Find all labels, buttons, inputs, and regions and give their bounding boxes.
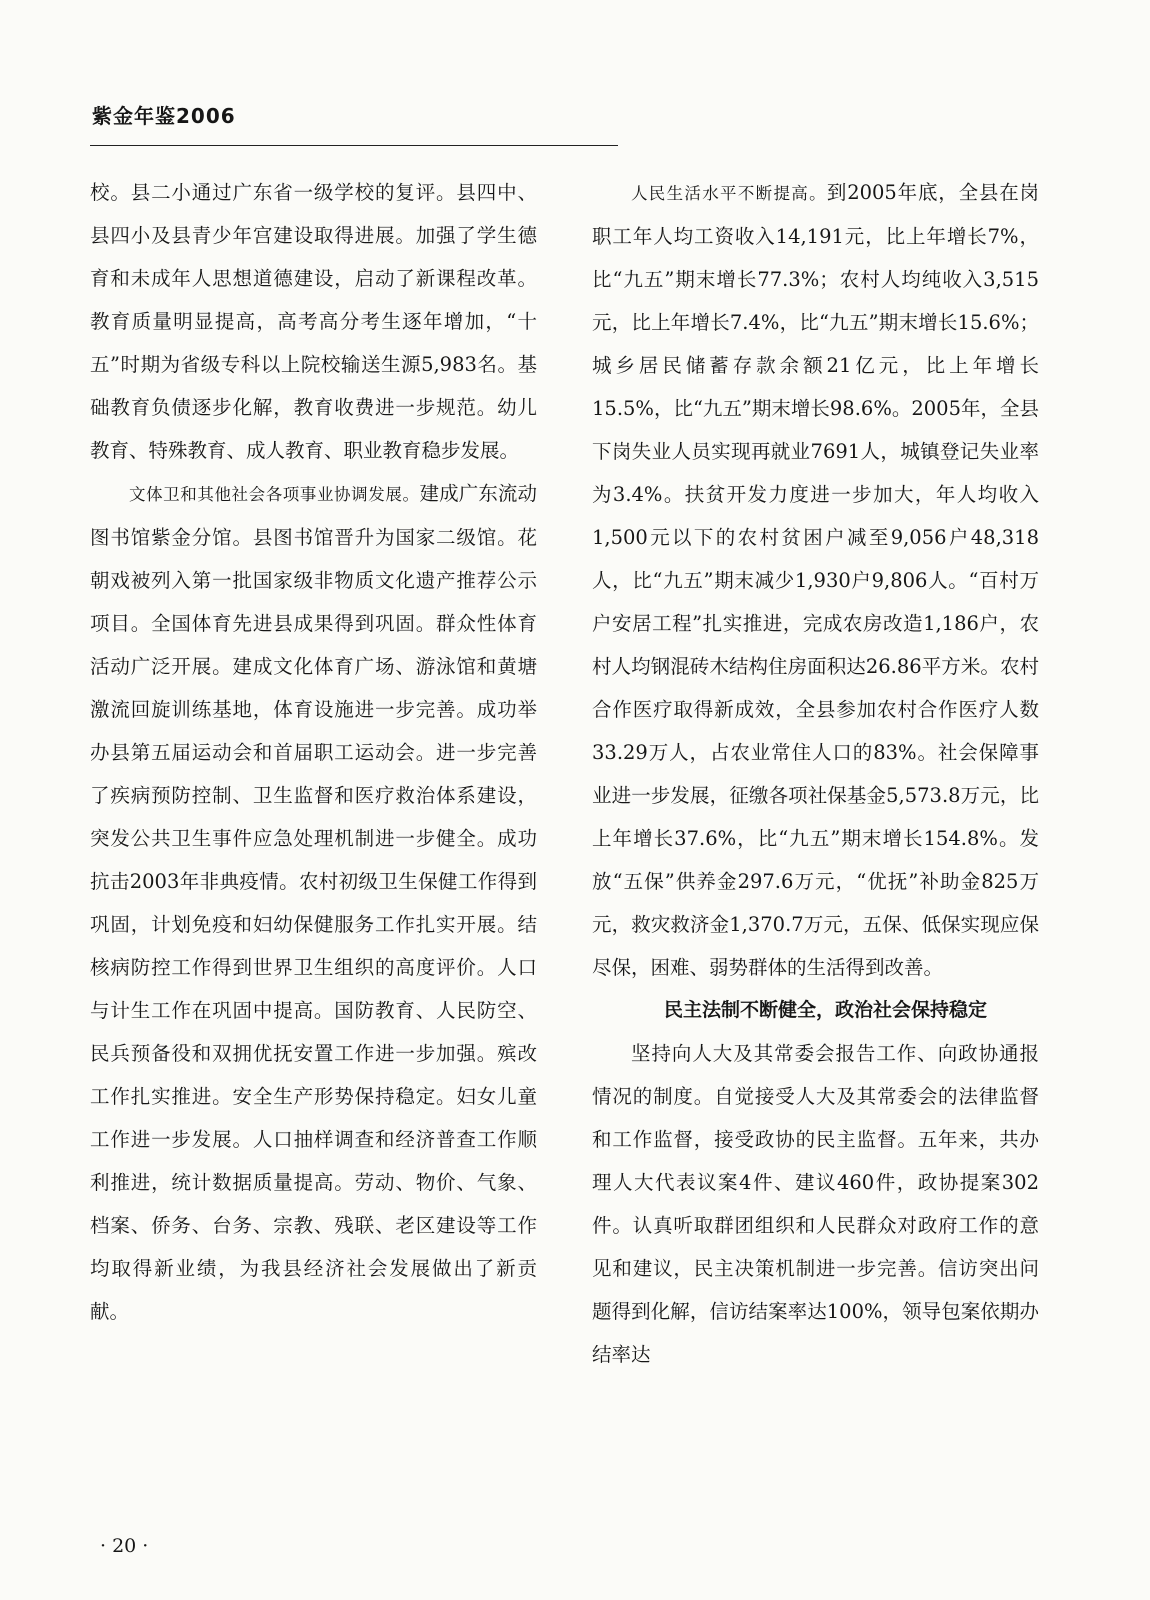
- paragraph-living-standards: [592, 171, 1039, 989]
- paragraph-democracy: 坚持向人大及其常委会报告工作、向政协通报情况的制度。自觉接受人大及其常委会的法律监督和工作监督，接受政协的民主监督。五年来，共办理人大代表议案4件、建议460件，政协提案302件。认真听取群团组织和人民群众对政府工作的意见和建议，民主决策机制进一步完善。信访突出问题得到化解，信访结案率达100%，领导包案依期办结率达: [592, 1042, 1039, 1366]
- page-number: · 20 ·: [100, 1535, 149, 1557]
- paragraph-body: 到2005年底，全县在岗职工年人均工资收入14,191元，比上年增长7%，比“九五”期末增长77.3%；农村人均纯收入3,515元，比上年增长7.4%，比“九五”期末增长15.6%；城乡居民储蓄存款余额21亿元，比上年增长15.5%，比“九五”期末增长98.6%。2005年，全县下岗失业人员实现再就业7691人，城镇登记失业率为3.4%。扶贫开发力度进一步加大，年人均收入1,500元以下的农村贫困户减至9,056户48,318人，比“九五”期末减少1,930户9,806人。“百村万户安居工程”扎实推进，完成农房改造1,186户，农村人均钢混砖木结构住房面积达26.86平方米。农村合作医疗取得新成效，全县参加农村合作医疗人数33.29万人，占农业常住人口的83%。社会保障事业进一步发展，征缴各项社保基金5,573.8万元，比上年增长37.6%，比“九五”期末增长154.8%。发放“五保”供养金297.6万元，“优抚”补助金825万元，救灾救济金1,370.7万元，五保、低保实现应保尽保，困难、弱势群体的生活得到改善。: [592, 181, 1039, 979]
- paragraph-social-affairs: [90, 472, 537, 1333]
- paragraph-education: 校。县二小通过广东省一级学校的复评。县四中、县四小及县青少年宫建设取得进展。加强了学生德育和未成年人思想道德建设，启动了新课程改革。教育质量明显提高，高考高分考生逐年增加，“十五”时期为省级专科以上院校输送生源5,983名。基础教育负债逐步化解，教育收费进一步规范。幼儿教育、特殊教育、成人教育、职业教育稳步发展。: [90, 181, 537, 462]
- right-column: [592, 171, 1039, 1376]
- header-rule: [90, 145, 618, 146]
- section-heading: 民主法制不断健全，政治社会保持稳定: [663, 999, 987, 1021]
- paragraph-lead: 文体卫和其他社会各项事业协调发展。: [129, 485, 420, 504]
- paragraph-body: 建成广东流动图书馆紫金分馆。县图书馆晋升为国家二级馆。花朝戏被列入第一批国家级非物质文化遗产推荐公示项目。全国体育先进县成果得到巩固。群众性体育活动广泛开展。建成文化体育广场、游泳馆和黄塘激流回旋训练基地，体育设施进一步完善。成功举办县第五届运动会和首届职工运动会。进一步完善了疾病预防控制、卫生监督和医疗救治体系建设，突发公共卫生事件应急处理机制进一步健全。成功抗击2003年非典疫情。农村初级卫生保健工作得到巩固，计划免疫和妇幼保健服务工作扎实开展。结核病防控工作得到世界卫生组织的高度评价。人口与计生工作在巩固中提高。国防教育、人民防空、民兵预备役和双拥优抚安置工作进一步加强。殡改工作扎实推进。安全生产形势保持稳定。妇女儿童工作进一步发展。人口抽样调查和经济普查工作顺利推进，统计数据质量提高。劳动、物价、气象、档案、侨务、台务、宗教、残联、老区建设等工作均取得新业绩，为我县经济社会发展做出了新贡献。: [90, 482, 537, 1323]
- running-title: 紫金年鉴2006: [92, 104, 236, 128]
- left-column: [90, 171, 537, 1333]
- paragraph-lead: 人民生活水平不断提高。: [631, 184, 827, 203]
